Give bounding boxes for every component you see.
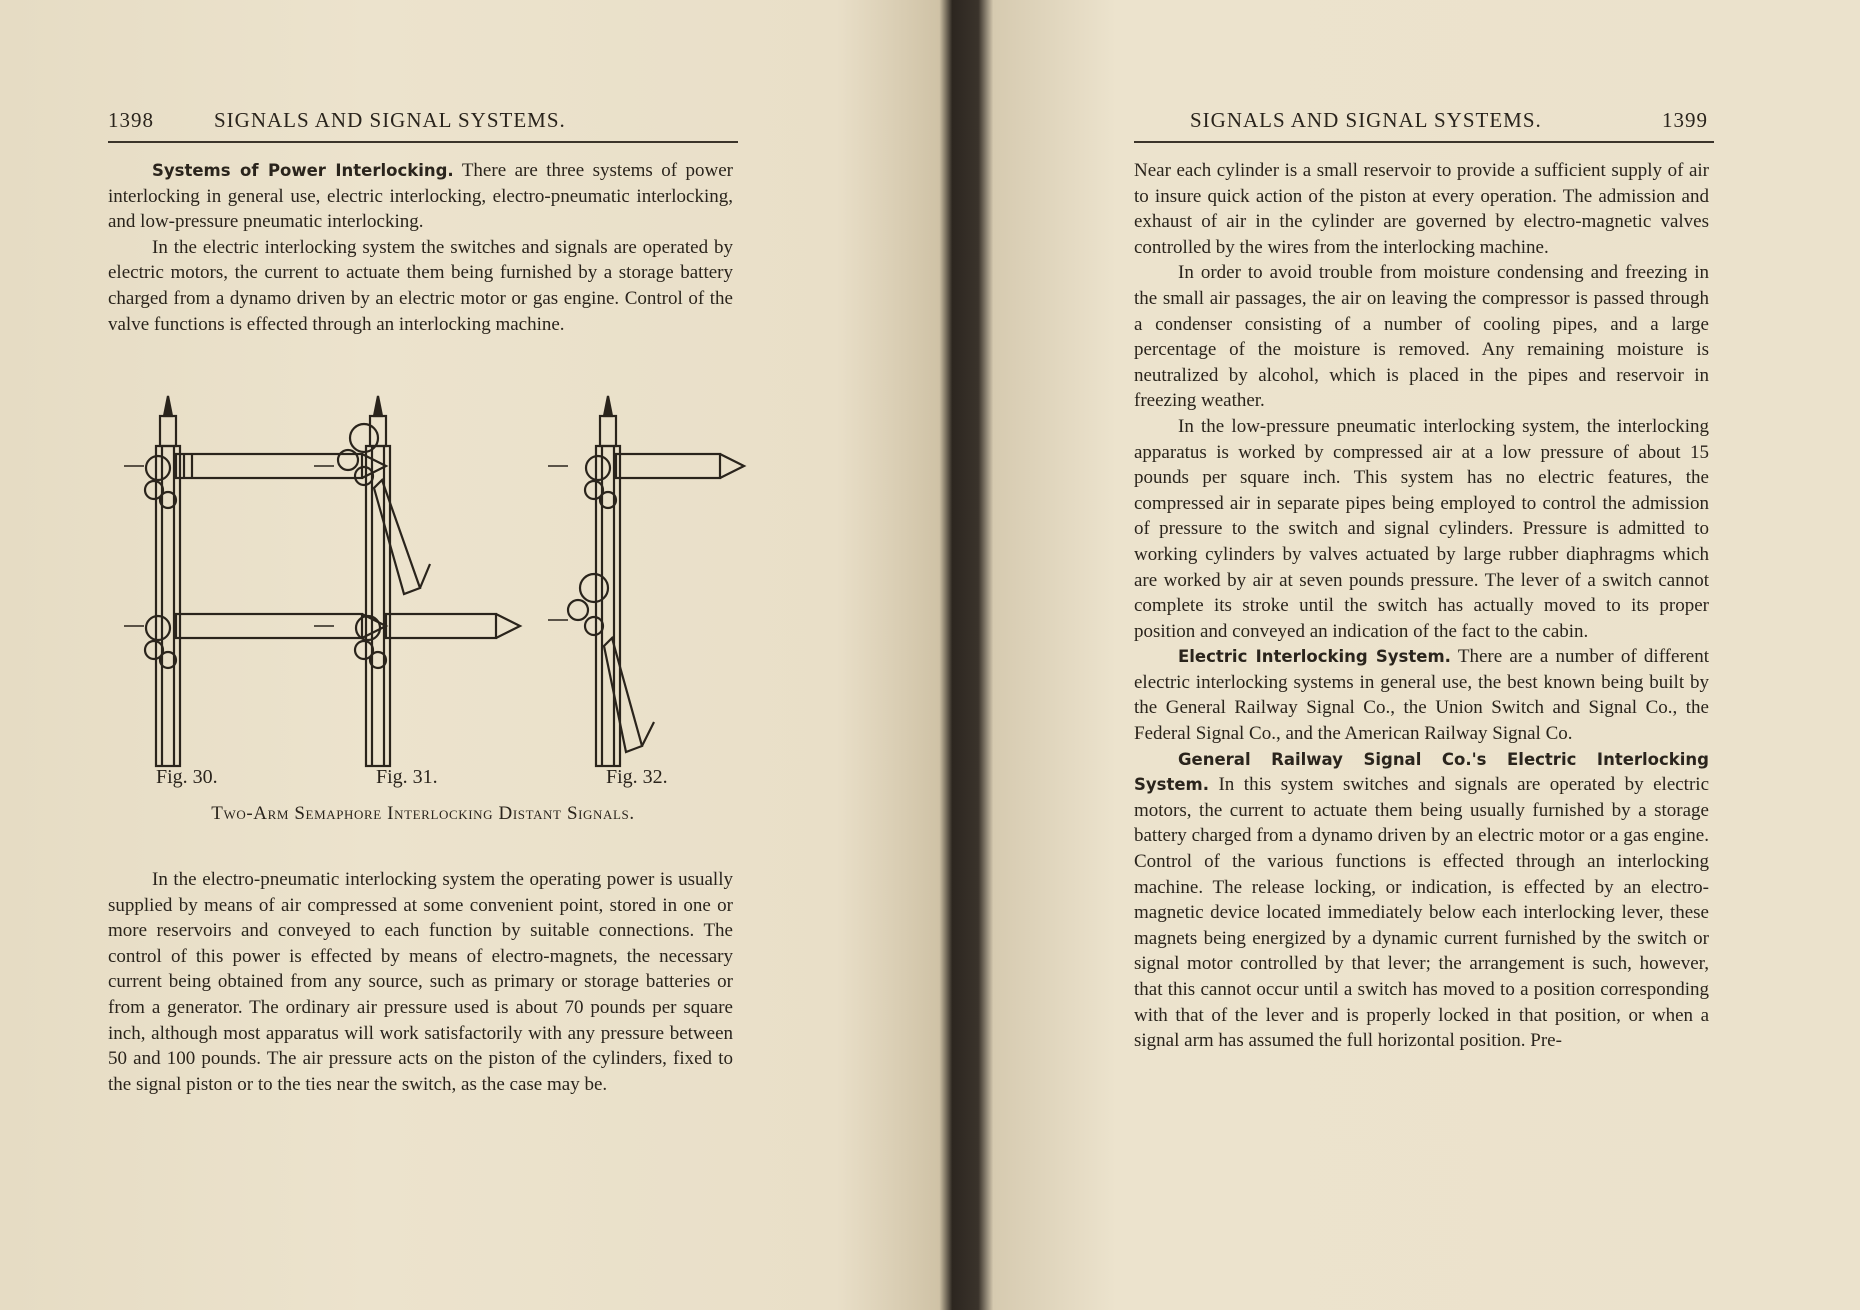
paragraph-electric-interlocking: In the electric interlocking system the switches and signals are operated by electric motors, the current to actuate them being furnished by a storage battery charged from a dynamo driven by an electric motor or gas engine. Control of the valve functions is effected through an interlocking machine.	[108, 236, 733, 335]
left-page	[0, 0, 910, 1310]
right-page-number: 1399	[1662, 108, 1708, 132]
figure-caption: Two-Arm Semaphore Interlocking Distant Signals.	[211, 803, 635, 824]
fig-30-drawing	[124, 396, 386, 766]
left-running-head	[108, 108, 738, 134]
right-running-head	[1134, 108, 1714, 134]
left-text-bottom	[108, 867, 733, 1097]
paragraph-text: In this system switches and signals are operated by electric motors, the current to actuate them being usually furnished by a storage battery charged from a dynamo driven by an electric motor or a gas engine. Control of the various functions is effected through an interlocking machine. The release locking, or indication, is effected by an electro-magnetic device located immediately below each interlocking lever, these magnets being energized by a dynamic current furnished by the switch or signal motor controlled by that lever; the arrangement is such, however, that this cannot occur until a switch has moved to a position corresponding with that of the lever and is properly locked in that position, or when a signal arm has assumed the full horizontal position. Pre-	[1134, 774, 1709, 1052]
left-text-top	[108, 158, 733, 337]
right-text	[1134, 158, 1709, 1054]
right-page	[950, 0, 1860, 1310]
right-header-rule	[1134, 141, 1714, 143]
left-header-rule	[108, 141, 738, 143]
fig-32-label: Fig. 32.	[606, 766, 668, 788]
paragraph-general-railway	[1134, 747, 1709, 1054]
fig-32-drawing	[548, 396, 744, 766]
fig-30-label: Fig. 30.	[156, 766, 218, 788]
heading-power-interlocking: Systems of Power Interlocking.	[152, 161, 454, 180]
paragraph-electric-systems	[1134, 644, 1709, 746]
semaphore-illustration	[124, 388, 754, 768]
paragraph-text: There are a number of different electric interlocking systems in general use, the best known being built by the General Railway Signal Co., the Union Switch and Signal Co., the Federal Signal Co., and the American Railway Signal Co.	[1134, 646, 1709, 745]
paragraph-power-interlocking	[108, 158, 733, 235]
figure-group	[124, 388, 754, 778]
heading-general-railway: General Railway Signal Co.'s Electric Interlocking System.	[1134, 749, 1709, 795]
paragraph-moisture: In order to avoid trouble from moisture condensing and freezing in the small air passages, the air on leaving the compressor is passed through a condenser consisting of a number of cooling pipes, and a large percentage of the moisture is removed. Any remaining moisture is neutralized by alcohol, which is placed in the pipes and reservoir in freezing weather.	[1134, 262, 1709, 412]
paragraph-low-pressure: In the low-pressure pneumatic interlocking system, the interlocking apparatus is worked by compressed air at a low pressure of about 15 pounds per square inch. This system has no electric features, the compressed air in separate pipes being employed to control the admission of pressure to the switch and signal cylinders. Pressure is admitted to working cylinders by valves actuated by large rubber diaphragms which are worked by air at seven pounds pressure. The lever of a switch cannot complete its stroke until the switch has actually moved to its proper position and conveyed an indication of the fact to the cabin.	[1134, 415, 1709, 642]
fig-31-label: Fig. 31.	[376, 766, 438, 788]
heading-electric-interlocking: Electric Interlocking System.	[1178, 647, 1451, 667]
paragraph-electro-pneumatic: In the electro-pneumatic interlocking system the operating power is usually supplied by means of air compressed at some convenient point, stored in one or more reservoirs and conveyed to each function by suitable connections. The control of this power is effected by means of electro-magnets, the necessary current being obtained from any source, such as primary or storage batteries or from a generator. The ordinary air pressure used is about 70 pounds per square inch, although most apparatus will work satisfactorily with any pressure between 50 and 100 pounds. The air pressure acts on the piston of the cylinders, fixed to the signal piston or to the ties near the switch, as the case may be.	[108, 869, 733, 1095]
paragraph-text: There are three systems of power interlocking in general use, electric interlocking, electro-pneumatic interlocking, and low-pressure pneumatic interlocking.	[108, 160, 733, 233]
right-running-title: SIGNALS AND SIGNAL SYSTEMS.	[1190, 108, 1542, 132]
paragraph-cylinder-reservoir: Near each cylinder is a small reservoir to provide a sufficient supply of air to insure quick action of the piston at every operation. The admission and exhaust of air in the cylinder are governed by electro-magnetic valves controlled by the wires from the interlocking machine.	[1134, 160, 1709, 258]
fig-31-drawing	[314, 396, 520, 766]
left-page-number: 1398	[108, 108, 154, 132]
left-running-title: SIGNALS AND SIGNAL SYSTEMS.	[214, 108, 566, 132]
